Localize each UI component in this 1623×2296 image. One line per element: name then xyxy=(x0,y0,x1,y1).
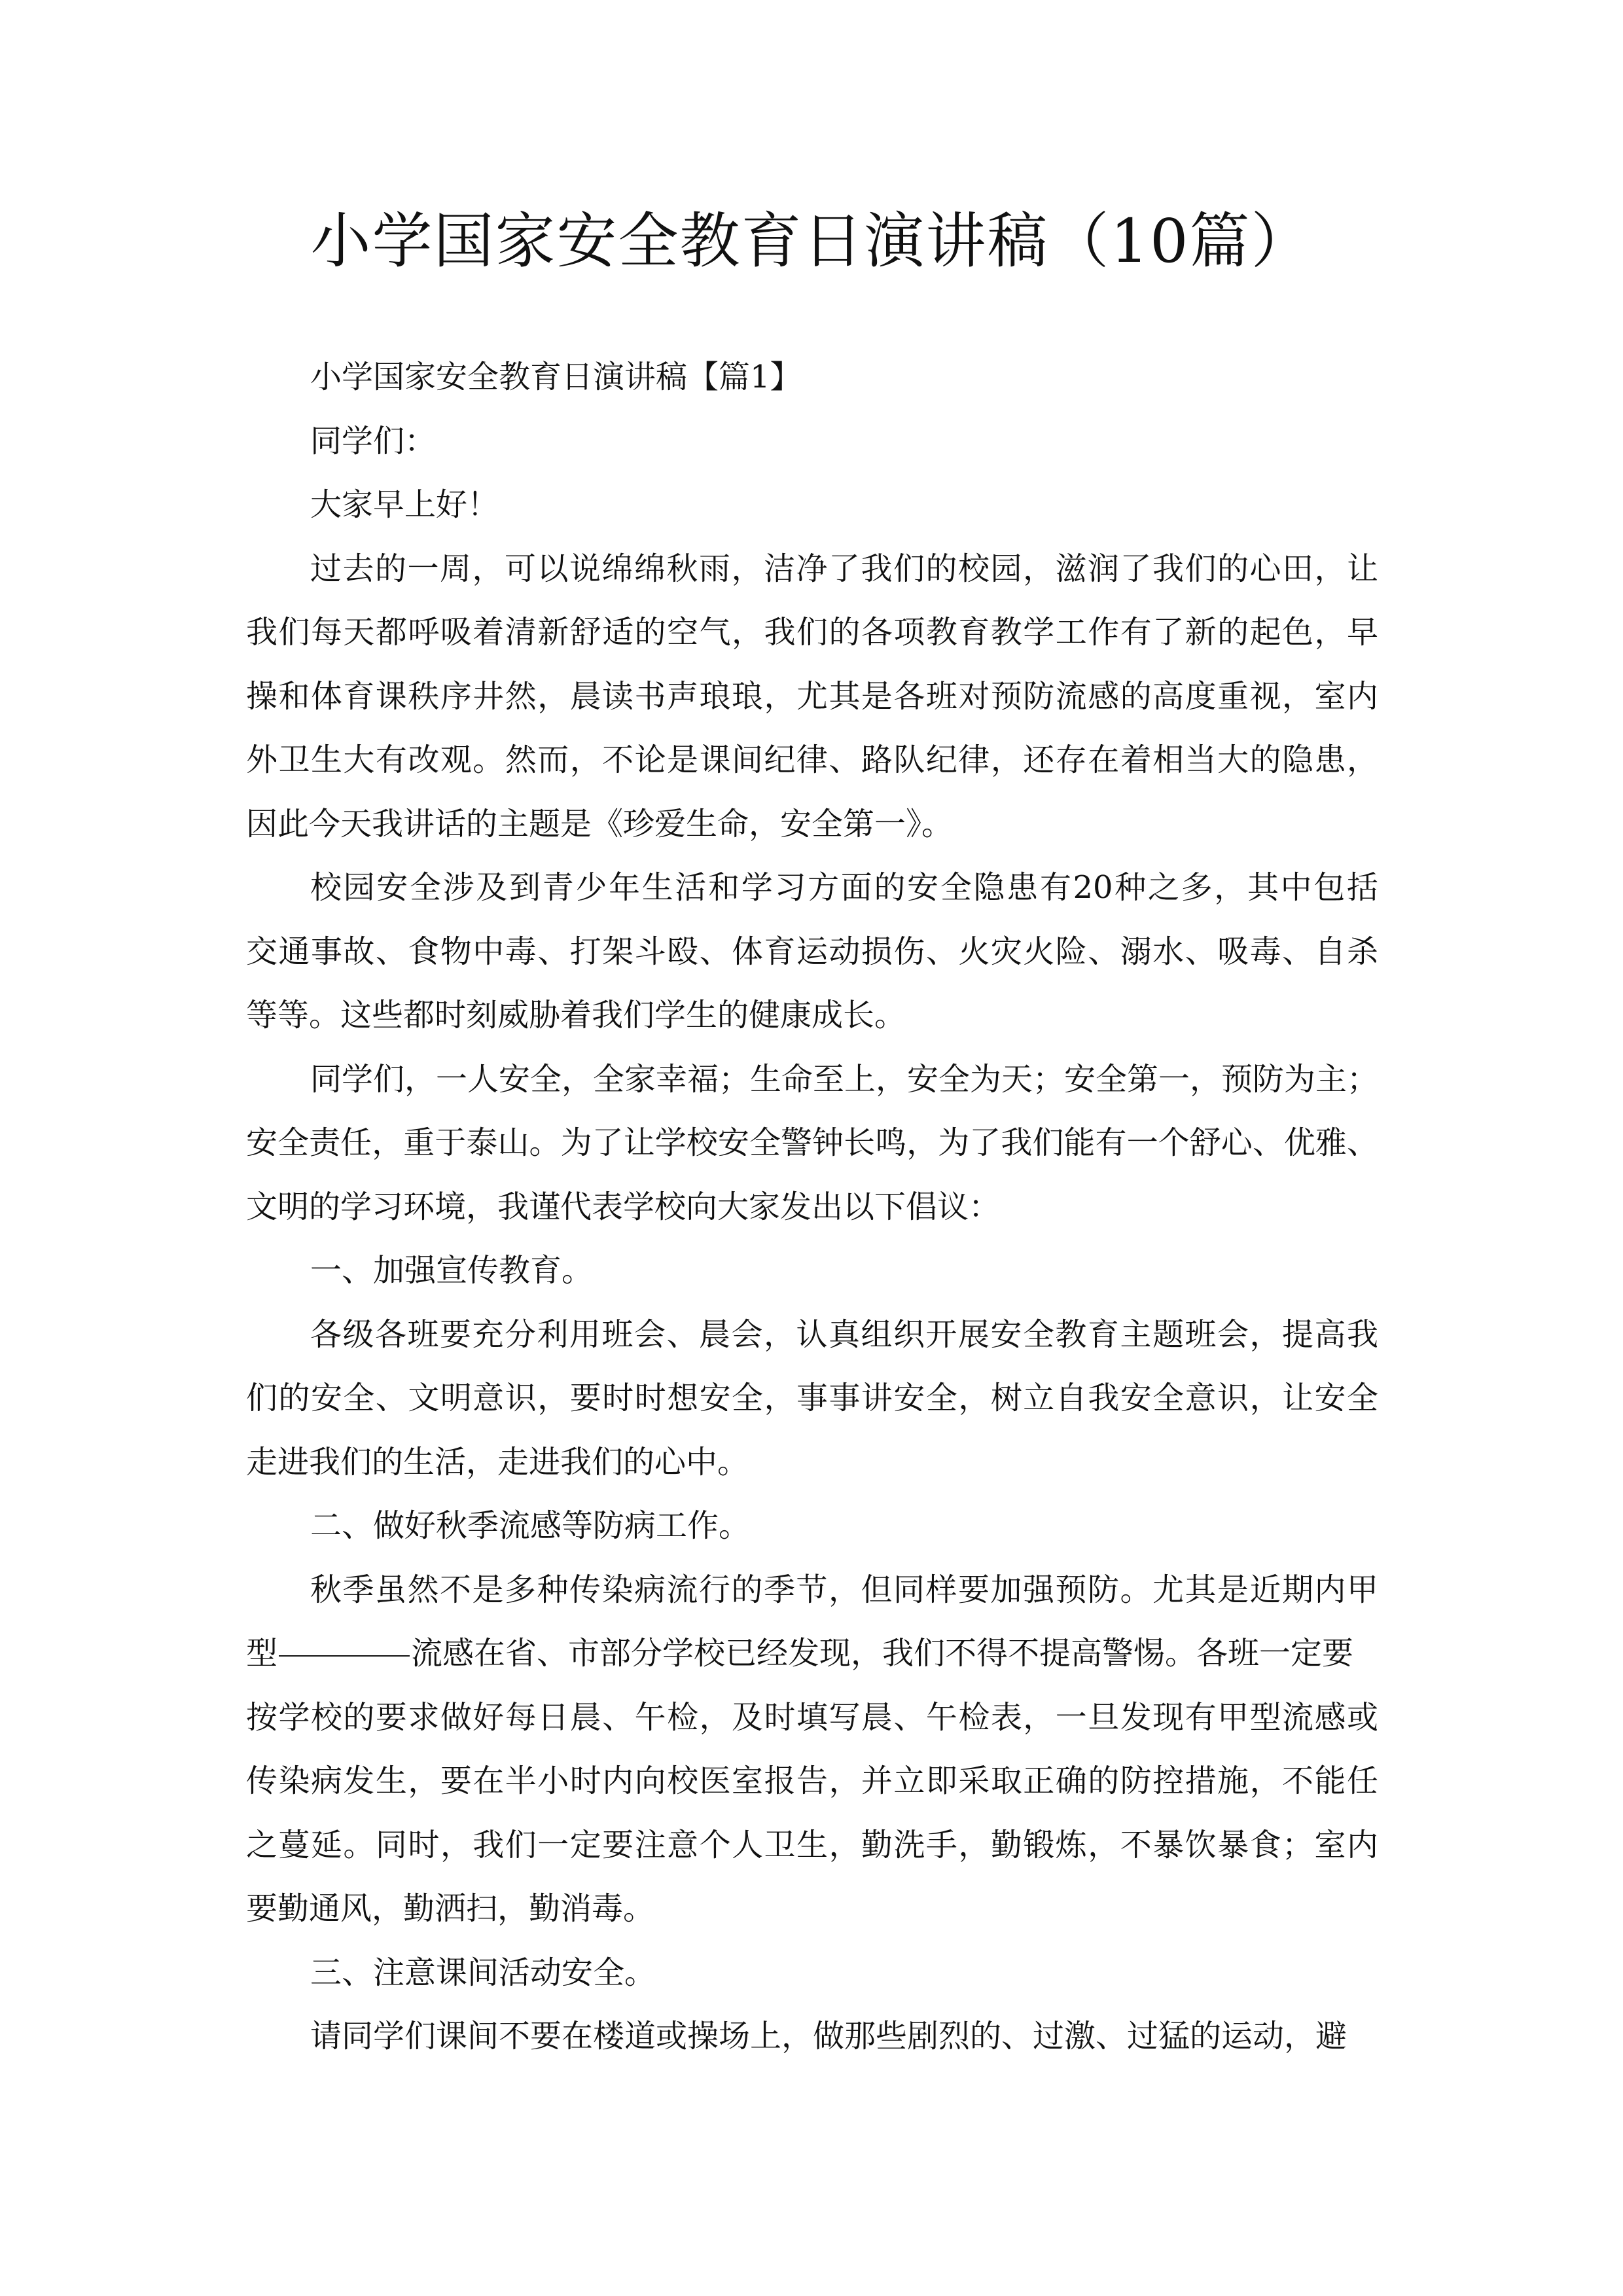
text-line: 三、注意课间活动安全。 xyxy=(310,1954,656,1991)
text-line xyxy=(246,1622,1378,1686)
text-line: 我们每天都呼吸着清新舒适的空气，我们的各项教育教学工作有了新的起色，早 xyxy=(246,614,1378,651)
text-line: 因此今天我讲话的主题是《珍爱生命，安全第一》。 xyxy=(246,805,954,842)
text-line: 安全责任，重于泰山。为了让学校安全警钟长鸣，为了我们能有一个舒心、优雅、 xyxy=(246,1124,1378,1161)
text-line: 按学校的要求做好每日晨、午检，及时填写晨、午检表，一旦发现有甲型流感或 xyxy=(246,1698,1378,1736)
fill-in-blank xyxy=(279,1655,410,1657)
paragraph xyxy=(246,410,1378,474)
text-line: 大家早上好！ xyxy=(310,486,499,523)
paragraph xyxy=(246,2005,1378,2069)
text-line: 之蔓延。同时，我们一定要注意个人卫生，勤洗手，勤锻炼，不暴饮暴食；室内 xyxy=(246,1826,1378,1863)
document-body xyxy=(246,346,1378,2069)
text-line: 操和体育课秩序井然，晨读书声琅琅，尤其是各班对预防流感的高度重视，室内 xyxy=(246,677,1378,715)
paragraph xyxy=(246,1494,1378,1558)
text-line: 等等。这些都时刻威胁着我们学生的健康成长。 xyxy=(246,997,906,1033)
paragraph xyxy=(246,1941,1378,2005)
text-line: 各级各班要充分利用班会、晨会，认真组织开展安全教育主题班会，提高我 xyxy=(310,1316,1378,1353)
paragraph xyxy=(246,1048,1378,1240)
document-title: 小学国家安全教育日演讲稿（10篇） xyxy=(310,206,1313,276)
text-fragment: 型 xyxy=(246,1635,278,1672)
text-line: 二、做好秋季流感等防病工作。 xyxy=(310,1507,751,1544)
text-line: 同学们： xyxy=(310,422,437,459)
paragraph xyxy=(246,1558,1378,1941)
text-line: 文明的学习环境，我谨代表学校向大家发出以下倡议： xyxy=(246,1188,1001,1225)
paragraph xyxy=(246,473,1378,537)
text-line: 同学们，一人安全，全家幸福；生命至上，安全为天；安全第一，预防为主； xyxy=(310,1060,1379,1098)
paragraph xyxy=(246,856,1378,1048)
paragraph xyxy=(246,346,1378,410)
text-line: 走进我们的生活，走进我们的心中。 xyxy=(246,1443,749,1480)
text-line: 校园安全涉及到青少年生活和学习方面的安全隐患有20种之多，其中包括 xyxy=(310,869,1378,906)
text-line: 过去的一周，可以说绵绵秋雨，洁净了我们的校园，滋润了我们的心田，让 xyxy=(310,550,1378,587)
text-line: 要勤通风，勤洒扫，勤消毒。 xyxy=(246,1890,655,1927)
text-line: 交通事故、食物中毒、打架斗殴、体育运动损伤、火灾火险、溺水、吸毒、自杀 xyxy=(246,933,1378,970)
paragraph xyxy=(246,537,1378,857)
text-line: 传染病发生，要在半小时内向校医室报告，并立即采取正确的防控措施，不能任 xyxy=(246,1763,1378,1799)
text-line: 请同学们课间不要在楼道或操场上，做那些剧烈的、过激、过猛的运动，避 xyxy=(310,2018,1347,2054)
text-line: 外卫生大有改观。然而，不论是课间纪律、路队纪律，还存在着相当大的隐患， xyxy=(246,742,1378,778)
text-fragment: 流感在省、市部分学校已经发现，我们不得不提高警惕。各班一定要 xyxy=(411,1635,1354,1672)
text-line: 秋季虽然不是多种传染病流行的季节，但同样要加强预防。尤其是近期内甲 xyxy=(310,1571,1378,1608)
text-line: 小学国家安全教育日演讲稿【篇1】 xyxy=(310,359,802,395)
paragraph xyxy=(246,1303,1378,1495)
text-line: 一、加强宣传教育。 xyxy=(310,1252,594,1289)
paragraph xyxy=(246,1239,1378,1303)
text-line: 们的安全、文明意识，要时时想安全，事事讲安全，树立自我安全意识，让安全 xyxy=(246,1380,1378,1416)
